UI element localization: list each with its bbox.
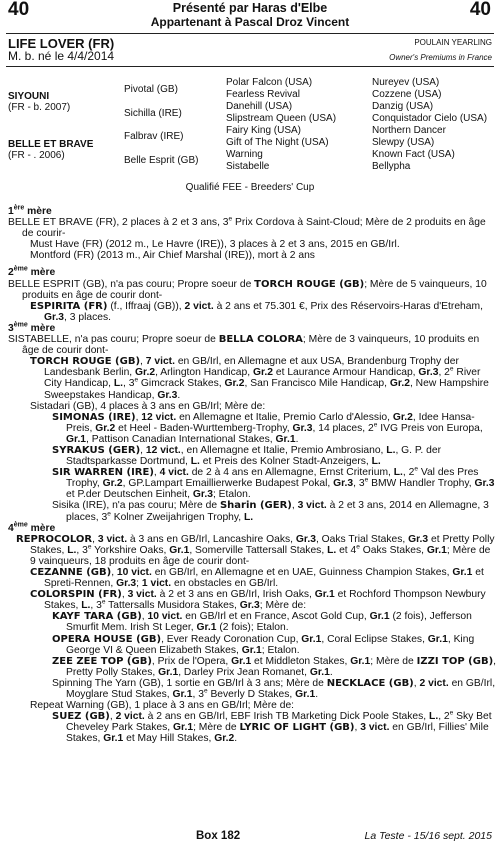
produce-entry: Must Have (FR) (2012 m., Le Havre (IRE)), 3 places à 2 et 3 ans, 2015 en GB/Irl. — [30, 239, 400, 251]
pedigree-g2: Sichilla (IRE) — [124, 108, 182, 119]
lot-number-right: 40 — [469, 0, 491, 20]
produce-entry: SIR WARREN (IRE), 4 vict. de 2 à 4 ans en Allemagne, Ernst Criterium, L., 2e Val des Pres Trophy, Gr.2, GP.Lampart Emaillierwerke Budapest Pokal, Gr.3, 3e BMW Handler Trophy, Gr.3 et P.der Deutschen Einheit, Gr.3; Etalon. — [52, 465, 495, 501]
produce-entry: Montford (FR) (2013 m., Air Chief Marshal (IRE)), mort à 2 ans — [30, 250, 315, 262]
produce-entry: SYRAKUS (GER), 12 vict., en Allemagne et Italie, Premio Ambrosiano, L., G. P. der Stadtsparkasse Dortmund, L. et Preis des Kolner Stadt-Anzeigers, L. — [52, 444, 442, 468]
lot-number: 40 — [8, 0, 30, 20]
produce-entry: KAYF TARA (GB), 10 vict. en GB/Irl et en France, Ascot Gold Cup, Gr.1 (2 fois), Jefferson Smurfit Mem. Irish St Leger, Gr.1 (2 fois); Etalon. — [52, 611, 472, 634]
section-heading-2: 2ème mère — [8, 266, 56, 279]
pedigree-g2: Belle Esprit (GB) — [124, 155, 199, 166]
second-dam-paragraph: BELLE ESPRIT (GB), n'a pas couru; Propre soeur de TORCH ROUGE (GB); Mère de 5 vainqueurs, 10 produits en âge de courir dont- — [8, 278, 487, 301]
pedigree-g2: Pivotal (GB) — [124, 84, 178, 95]
pedigree-g3: Gift of The Night (USA) — [226, 137, 329, 148]
header-rule — [6, 33, 494, 34]
pedigree-g3: Danehill (USA) — [226, 101, 293, 112]
catalogue-notes — [8, 206, 498, 745]
section-heading-3: 3ème mère — [8, 321, 56, 334]
section-heading-1: 1ère mère — [8, 204, 52, 217]
pedigree-rule — [6, 66, 494, 67]
sire-info: (FR - b. 2007) — [8, 102, 71, 113]
dam-name: BELLE ET BRAVE — [8, 139, 94, 150]
produce-entry: COLORSPIN (FR), 3 vict. à 2 et 3 ans en GB/Irl, Irish Oaks, Gr.1 et Rochford Thompson Newbury Stakes, L., 3e Tattersalls Musidora Stakes, Gr.3; Mère de: — [30, 589, 486, 612]
box-number: Box 182 — [196, 830, 241, 842]
pedigree-g3: Fairy King (USA) — [226, 125, 302, 136]
third-dam-paragraph: SISTABELLE, n'a pas couru; Propre soeur de BELLA COLORA; Mère de 3 vainqueurs, 10 produits en âge de courir dont- — [8, 334, 480, 357]
produce-entry: Sistadari (GB), 4 places à 3 ans en GB/Irl; Mère de: — [30, 400, 266, 412]
pedigree-g4: Bellypha — [372, 161, 411, 172]
pedigree-g3: Sistabelle — [226, 161, 270, 172]
pedigree-g3: Fearless Revival — [226, 89, 300, 100]
pedigree-g4: Slewpy (USA) — [372, 137, 435, 148]
pedigree-g4: Conquistador Cielo (USA) — [372, 113, 488, 124]
pedigree-g3: Slipstream Queen (USA) — [226, 113, 337, 124]
produce-entry: OPERA HOUSE (GB), Ever Ready Coronation Cup, Gr.1, Coral Eclipse Stakes, Gr.1, King George VI & Queen Elizabeth Stakes, Gr.1; Etalon. — [52, 633, 475, 656]
horse-category: POULAIN YEARLING — [414, 38, 492, 47]
presenter: Présenté par Haras d'Elbe — [172, 1, 328, 15]
horse-birth: M. b. né le 4/4/2014 — [8, 49, 115, 63]
pedigree-g2: Falbrav (IRE) — [124, 131, 184, 142]
fourth-dam-paragraph: REPROCOLOR, 3 vict. à 3 ans en GB/Irl, Lancashire Oaks, Gr.3, Oaks Trial Stakes, Gr.3 et Pretty Polly Stakes, L., 3e Yorkshire Oaks, Gr.1, Somerville Tattersall Stakes, L. et 4e Oaks Stakes, Gr.1; Mère de 9 vainqueurs, 18 produits en âge de courir dont- — [16, 533, 495, 567]
pedigree-g4: Cozzene (USA) — [372, 89, 442, 100]
dam-info: (FR - . 2006) — [8, 150, 65, 161]
produce-entry: ESPIRITA (FR) (f., Iffraaj (GB)), 2 vict. à 2 ans et 75.301 €, Prix des Réservoirs-Haras d'Etreham, Gr.3, 3 places. — [30, 300, 483, 323]
pedigree-g3: Polar Falcon (USA) — [226, 77, 313, 88]
produce-entry: SUEZ (GB), 2 vict. à 2 ans en GB/Irl, EBF Irish TB Marketing Dick Poole Stakes, L., 2e Sky Bet Cheveley Park Stakes, Gr.1; Mère de LYRIC OF LIGHT (GB), 3 vict. en GB/Irl, Fillies' Mile Stakes, Gr.1 et May Hill Stakes, Gr.2. — [52, 709, 492, 745]
produce-entry: Repeat Warning (GB), 1 place à 3 ans en GB/Irl; Mère de: — [30, 700, 295, 712]
produce-entry: TORCH ROUGE (GB), 7 vict. en GB/Irl, en Allemagne et aux USA, Brandenburg Trophy der Landesbank Berlin, Gr.2, Arlington Handicap, Gr.2 et Laurance Armour Handicap, Gr.3, 2e River City Handicap, L., 3e Gimcrack Stakes, Gr.2, San Francisco Mile Handicap, Gr.2, New Hampshire Sweepstakes Handicap, Gr.3. — [30, 356, 489, 401]
owner: Appartenant à Pascal Droz Vincent — [150, 15, 350, 29]
qualification: Qualifié FEE - Breeders' Cup — [185, 182, 315, 193]
produce-entry: Spinning The Yarn (GB), 1 sortie en GB/Irl à 3 ans; Mère de NECKLACE (GB), 2 vict. en GB/Irl, Moyglare Stud Stakes, Gr.1, 3e Beverly D Stakes, Gr.1. — [52, 677, 496, 701]
horse-name: LIFE LOVER (FR) — [8, 36, 115, 51]
dam-paragraph: BELLE ET BRAVE (FR), 2 places à 2 et 3 ans, 3e Prix Cordova à Saint-Cloud; Mère de 2 produits en âge de courir- — [8, 215, 486, 240]
sale-info: La Teste - 15/16 sept. 2015 — [364, 830, 492, 842]
pedigree-g4: Northern Dancer — [372, 125, 446, 136]
pedigree-g4: Nureyev (USA) — [372, 77, 440, 88]
pedigree-g3: Warning — [226, 149, 263, 160]
section-heading-4: 4ème mère — [8, 521, 56, 534]
produce-entry: ZEE ZEE TOP (GB), Prix de l'Opera, Gr.1 et Middleton Stakes, Gr.1; Mère de IZZI TOP (GB), Pretty Polly Stakes, Gr.1, Darley Prix Jean Romanet, Gr.1. — [52, 655, 497, 678]
pedigree-g4: Known Fact (USA) — [372, 149, 455, 160]
produce-entry: CEZANNE (GB), 10 vict. en GB/Irl, en Allemagne et en UAE, Guinness Champion Stakes, Gr.1 et Spreti-Rennen, Gr.3; 1 vict. en obstacles en GB/Irl. — [30, 567, 484, 590]
produce-entry: SIMONAS (IRE), 12 vict. en Allemagne et Italie, Premio Carlo d'Alessio, Gr.2, Idee Hansa-Preis, Gr.2 et Heel - Baden-Wurttemberg-Trophy, Gr.3, 14 places, 2e IVG Preis von Europa, Gr.1, Pattison Canadian International Stakes, Gr.1. — [52, 411, 483, 445]
pedigree-g4: Danzig (USA) — [372, 101, 434, 112]
produce-entry: Sisika (IRE), n'a pas couru; Mère de Sharin (GER), 3 vict. à 2 et 3 ans, 2014 en Allemagne, 3 places, 3e Kolner Zweijahrigen Trophy, L. — [52, 500, 489, 523]
sire-name: SIYOUNI — [8, 91, 50, 102]
premium-note: Owner's Premiums in France — [389, 53, 492, 62]
